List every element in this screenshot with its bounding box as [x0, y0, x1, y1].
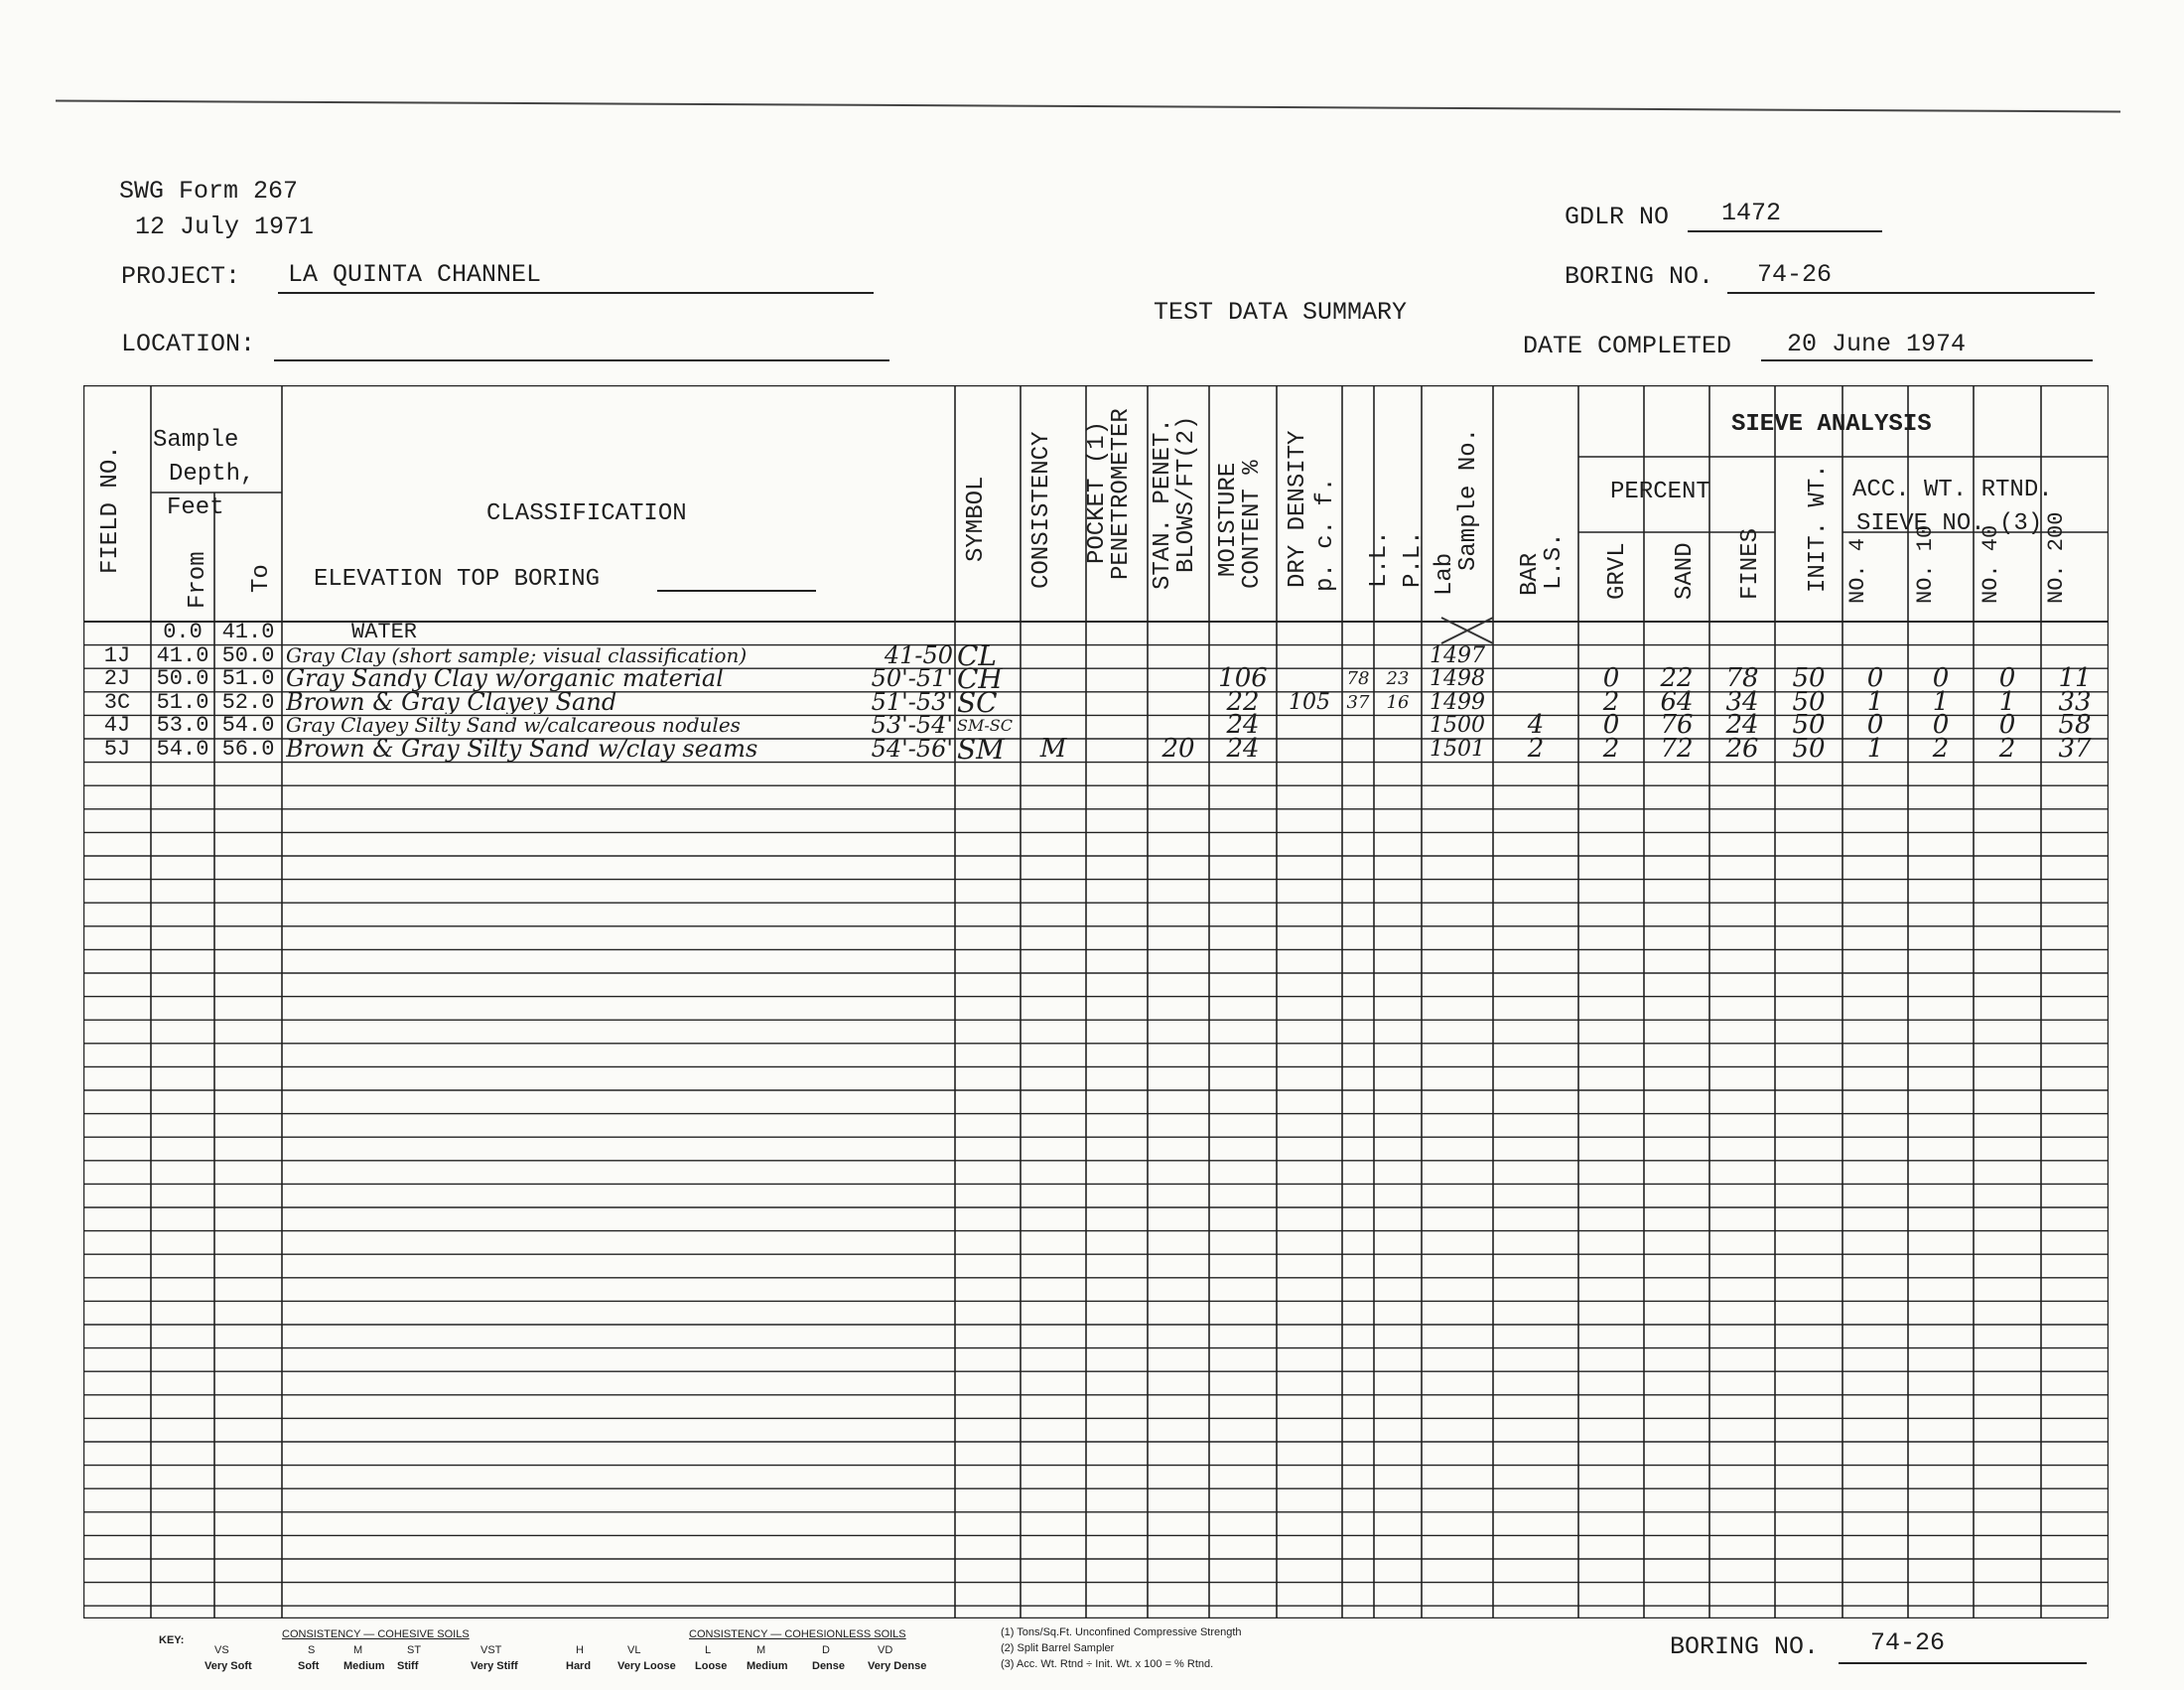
boring-underline [1727, 292, 2095, 294]
cell-from-row-5: 54.0 [156, 737, 209, 762]
col-dry-density-line2: p. c. f. [1312, 477, 1339, 592]
cell-stan-row-0 [1148, 621, 1209, 644]
col-no40: NO. 40 [1979, 524, 2003, 604]
cell-no200-row-5: 37 [2058, 734, 2092, 764]
cell-lab-row-1: 1497 [1430, 642, 1485, 668]
cell-no4-row-2: 0 [1866, 663, 1884, 694]
cell-stan-row-3 [1148, 691, 1209, 715]
cell-no200-row-4: 58 [2058, 710, 2092, 741]
form-id: SWG Form 267 [119, 177, 299, 206]
cell-to-row-1: 50.0 [221, 642, 275, 668]
cohesive-code-1: S [308, 1644, 316, 1656]
boring-value: 74-26 [1757, 260, 1833, 289]
col-lab-line2: Sample No. [1455, 427, 1482, 572]
cell-no10-row-4: 0 [1932, 710, 1950, 741]
cell-depth-note-row-2: 50'-51' [871, 664, 953, 693]
cell-stan-row-5: 20 [1161, 734, 1195, 764]
cell-moist-row-0 [1209, 621, 1277, 644]
cell-pl-row-1 [1374, 644, 1422, 668]
cell-bar-row-4: 4 [1527, 710, 1545, 741]
cell-grvl-row-5: 2 [1602, 734, 1620, 764]
cell-field-row-1: 1J [103, 642, 131, 668]
cell-moist-row-2: 106 [1218, 663, 1268, 694]
cell-to-row-3: 52.0 [221, 689, 275, 715]
key-cohesionless-title: CONSISTENCY — COHESIONLESS SOILS [689, 1628, 906, 1640]
cell-consistency-row-2 [1021, 667, 1086, 691]
cell-init-row-5: 50 [1792, 734, 1826, 764]
cell-grvl-row-2: 0 [1602, 663, 1620, 694]
cohesionless-code-2: M [756, 1644, 766, 1656]
cell-pl-row-5 [1374, 738, 1422, 762]
col-symbol: SYMBOL [963, 476, 990, 563]
cell-moist-row-4: 24 [1226, 710, 1260, 741]
cell-field-row-4: 4J [103, 713, 131, 739]
col-classification: CLASSIFICATION [486, 500, 687, 527]
cell-grvl-row-4: 0 [1602, 710, 1620, 741]
cell-ll-row-4 [1342, 714, 1374, 738]
cohesionless-term-0: Very Loose [617, 1660, 676, 1672]
key-note-1: (1) Tons/Sq.Ft. Unconfined Compressive Strength [1001, 1626, 1242, 1638]
col-init-wt: INIT. WT. [1805, 464, 1832, 593]
cell-pl-row-4 [1374, 714, 1422, 738]
cohesionless-code-1: L [705, 1644, 712, 1656]
footer-boring-underline [1839, 1662, 2087, 1664]
cell-moist-row-3: 22 [1226, 686, 1260, 717]
gdlr-value: 1472 [1721, 199, 1782, 227]
key-label: KEY: [159, 1634, 185, 1646]
cohesionless-term-2: Medium [747, 1660, 788, 1672]
cell-init-row-3: 50 [1792, 686, 1826, 717]
cell-dry-row-0 [1277, 621, 1342, 644]
cell-field-row-5: 5J [103, 737, 131, 762]
test-data-table [83, 385, 2109, 1619]
cell-to-row-4: 54.0 [221, 713, 275, 739]
cell-consistency-row-3 [1021, 691, 1086, 715]
col-percent: PERCENT [1610, 479, 1710, 505]
cohesive-term-5: Hard [566, 1660, 592, 1672]
col-sand: SAND [1672, 542, 1699, 600]
cell-to-row-0: 41.0 [221, 620, 275, 644]
cell-from-row-0: 0.0 [163, 620, 203, 644]
cell-no10-row-2: 0 [1932, 663, 1950, 694]
cell-pl-row-3: 16 [1386, 691, 1410, 713]
col-acc-wt-line2: SIEVE NO. (3) [1856, 510, 2043, 537]
document-title: TEST DATA SUMMARY [1154, 298, 1408, 327]
cell-consistency-row-0 [1021, 621, 1086, 644]
cell-to-row-5: 56.0 [221, 737, 275, 762]
cell-symbol-row-2: CH [957, 662, 1003, 696]
cell-ll-row-0 [1342, 621, 1374, 644]
cell-moist-row-5: 24 [1226, 734, 1260, 764]
cell-classification-row-0: WATER [351, 621, 418, 644]
cell-grvl-row-0 [1578, 621, 1644, 644]
date-completed-label: DATE COMPLETED [1523, 332, 1732, 360]
col-moisture-line1: MOISTURE [1215, 462, 1242, 577]
cell-bar-row-2 [1493, 667, 1578, 691]
cell-depth-note-row-5: 54'-56' [871, 735, 953, 763]
cell-no40-row-5: 2 [1998, 734, 2016, 764]
cohesive-code-4: VST [480, 1644, 502, 1656]
cell-symbol-row-3: SC [957, 685, 998, 719]
cell-grvl-row-3: 2 [1602, 686, 1620, 717]
cell-sand-row-2: 22 [1660, 663, 1694, 694]
date-completed-value: 20 June 1974 [1787, 330, 1967, 358]
cell-stan-row-1 [1148, 644, 1209, 668]
cell-no10-row-5: 2 [1932, 734, 1950, 764]
boring-label: BORING NO. [1565, 262, 1714, 291]
cell-no4-row-5: 1 [1866, 734, 1884, 764]
col-sieve-analysis: SIEVE ANALYSIS [1731, 411, 1932, 438]
col-pocket-line1: POCKET (1) [1084, 420, 1111, 564]
cell-fines-row-0 [1709, 621, 1775, 644]
cohesive-term-2: Medium [343, 1660, 385, 1672]
cell-depth-note-row-4: 53'-54' [871, 711, 953, 740]
col-ll: L.L. [1366, 530, 1393, 588]
cell-classification-row-3: Brown & Gray Clayey Sand [286, 690, 617, 715]
cell-sand-row-0 [1644, 621, 1709, 644]
key-cohesive-title: CONSISTENCY — COHESIVE SOILS [282, 1628, 470, 1640]
key-note-3: (3) Acc. Wt. Rtnd ÷ Init. Wt. x 100 = % Rtnd. [1001, 1658, 1214, 1670]
elevation-underline [657, 590, 816, 592]
cell-no4-row-4: 0 [1866, 710, 1884, 741]
col-sample-depth-line1: Sample [153, 427, 239, 454]
cell-depth-note-row-3: 51'-53' [871, 687, 953, 716]
location-underline [274, 359, 889, 361]
cell-ll-row-2: 78 [1346, 668, 1370, 690]
cell-dry-row-5 [1277, 738, 1342, 762]
cell-dry-row-1 [1277, 644, 1342, 668]
col-from: From [185, 551, 211, 609]
cell-no4-row-0 [1843, 621, 1908, 644]
col-no200: NO. 200 [2044, 511, 2069, 604]
cell-sand-row-3: 64 [1660, 686, 1694, 717]
col-consistency: CONSISTENCY [1028, 431, 1055, 590]
col-to: To [248, 564, 275, 594]
project-label: PROJECT: [121, 262, 241, 291]
footer-boring-label: BORING NO. [1670, 1632, 1820, 1661]
col-stan-line2: BLOWS/FT(2) [1173, 415, 1200, 574]
col-fines: FINES [1737, 528, 1764, 601]
col-sample-depth-line3: Feet [167, 494, 224, 521]
cohesionless-term-4: Very Dense [868, 1660, 927, 1672]
cohesive-term-3: Stiff [397, 1660, 419, 1672]
col-grvl: GRVL [1604, 542, 1631, 600]
cohesive-term-0: Very Soft [205, 1660, 252, 1672]
cell-classification-row-5: Brown & Gray Silty Sand w/clay seams [286, 738, 758, 762]
cohesive-code-2: M [353, 1644, 363, 1656]
cell-from-row-3: 51.0 [156, 689, 209, 715]
cell-classification-row-4: Gray Clayey Silty Sand w/calcareous nodules [286, 714, 741, 738]
cell-no40-row-2: 0 [1998, 663, 2016, 694]
cell-fines-row-5: 26 [1725, 734, 1759, 764]
cell-no10-row-0 [1908, 621, 1974, 644]
cell-pl-row-2: 23 [1386, 668, 1410, 690]
col-stan-line1: STAN. PENET. [1150, 418, 1176, 591]
cell-symbol-row-5: SM [957, 733, 1005, 766]
cell-ll-row-1 [1342, 644, 1374, 668]
cell-no200-row-3: 33 [2058, 686, 2092, 717]
cell-lab-row-3: 1499 [1430, 689, 1485, 715]
footer-boring-value: 74-26 [1870, 1628, 1946, 1657]
gdlr-label: GDLR NO [1565, 203, 1670, 231]
cell-depth-note-row-1: 41-50 [884, 640, 953, 669]
cell-no200-row-0 [2041, 621, 2109, 644]
col-bar-line1: BAR [1517, 552, 1544, 596]
cell-init-row-0 [1775, 621, 1843, 644]
cohesionless-term-3: Dense [812, 1660, 846, 1672]
gdlr-underline [1688, 230, 1882, 232]
cell-symbol-row-4: SM-SC [957, 716, 1013, 736]
cell-lab-row-0 [1422, 621, 1493, 644]
project-value: LA QUINTA CHANNEL [288, 260, 542, 289]
cell-dry-row-4 [1277, 714, 1342, 738]
cell-ll-row-3: 37 [1346, 691, 1370, 713]
cell-fines-row-3: 34 [1725, 686, 1759, 717]
page-border-top [56, 100, 2120, 113]
cell-fines-row-2: 78 [1725, 663, 1759, 694]
col-elevation-label: ELEVATION TOP BORING [314, 566, 601, 593]
col-dry-density-line1: DRY DENSITY [1285, 430, 1311, 589]
cell-lab-row-4: 1500 [1430, 713, 1485, 739]
form-date: 12 July 1971 [135, 212, 315, 241]
cohesionless-code-0: VL [627, 1644, 641, 1656]
cell-from-row-4: 53.0 [156, 713, 209, 739]
cell-dry-row-2 [1277, 667, 1342, 691]
cell-symbol-row-1: CL [957, 638, 998, 672]
cell-bar-row-5: 2 [1527, 734, 1545, 764]
cell-pl-row-0 [1374, 621, 1422, 644]
cell-classification-row-2: Gray Sandy Clay w/organic material [286, 667, 724, 691]
cell-field-row-0 [83, 621, 151, 644]
cell-no10-row-3: 1 [1932, 686, 1950, 717]
col-bar-line2: L.S. [1541, 532, 1568, 590]
cell-sand-row-5: 72 [1660, 734, 1694, 764]
cell-no40-row-3: 1 [1998, 686, 2016, 717]
cohesionless-code-4: VD [878, 1644, 893, 1656]
cell-dry-row-3: 105 [1289, 689, 1330, 715]
cell-no40-row-0 [1974, 621, 2041, 644]
cohesive-code-3: ST [407, 1644, 422, 1656]
col-acc-wt-line1: ACC. WT. RTND. [1852, 477, 2053, 503]
cell-lab-row-5: 1501 [1430, 737, 1485, 762]
cell-field-row-3: 3C [103, 689, 131, 715]
col-moisture-line2: CONTENT % [1239, 460, 1266, 589]
col-sample-depth-line2: Depth, [169, 461, 255, 488]
cell-init-row-2: 50 [1792, 663, 1826, 694]
cohesive-term-4: Very Stiff [471, 1660, 518, 1672]
cell-bar-row-1 [1493, 644, 1578, 668]
cell-field-row-2: 2J [103, 666, 131, 692]
cohesive-code-5: H [576, 1644, 584, 1656]
key-note-2: (2) Split Barrel Sampler [1001, 1642, 1115, 1654]
cell-fines-row-4: 24 [1725, 710, 1759, 741]
cell-init-row-4: 50 [1792, 710, 1826, 741]
cell-consistency-row-5: M [1039, 734, 1067, 764]
location-label: LOCATION: [121, 330, 256, 358]
col-pocket-line2: PENETROMETER [1108, 408, 1135, 581]
col-no10: NO. 10 [1913, 524, 1938, 604]
cell-from-row-2: 50.0 [156, 666, 209, 692]
col-lab-line1: Lab [1432, 552, 1458, 596]
col-field-no: FIELD NO. [97, 445, 124, 574]
cell-sand-row-4: 76 [1660, 710, 1694, 741]
cohesionless-term-1: Loose [695, 1660, 728, 1672]
col-pl: P.L. [1400, 530, 1427, 588]
cell-no200-row-2: 11 [2058, 663, 2092, 694]
cohesive-term-1: Soft [298, 1660, 320, 1672]
project-underline [278, 292, 874, 294]
cell-no40-row-4: 0 [1998, 710, 2016, 741]
cell-ll-row-5 [1342, 738, 1374, 762]
cell-lab-row-2: 1498 [1430, 666, 1485, 692]
cell-consistency-row-1 [1021, 644, 1086, 668]
date-completed-underline [1761, 359, 2093, 361]
cell-to-row-2: 51.0 [221, 666, 275, 692]
cell-classification-row-1: Gray Clay (short sample; visual classification) [286, 643, 748, 667]
cell-from-row-1: 41.0 [156, 642, 209, 668]
cohesive-code-0: VS [214, 1644, 229, 1656]
cell-stan-row-2 [1148, 667, 1209, 691]
cell-no4-row-3: 1 [1866, 686, 1884, 717]
cell-bar-row-0 [1493, 621, 1578, 644]
cohesionless-code-3: D [822, 1644, 830, 1656]
col-no4: NO. 4 [1845, 537, 1870, 604]
